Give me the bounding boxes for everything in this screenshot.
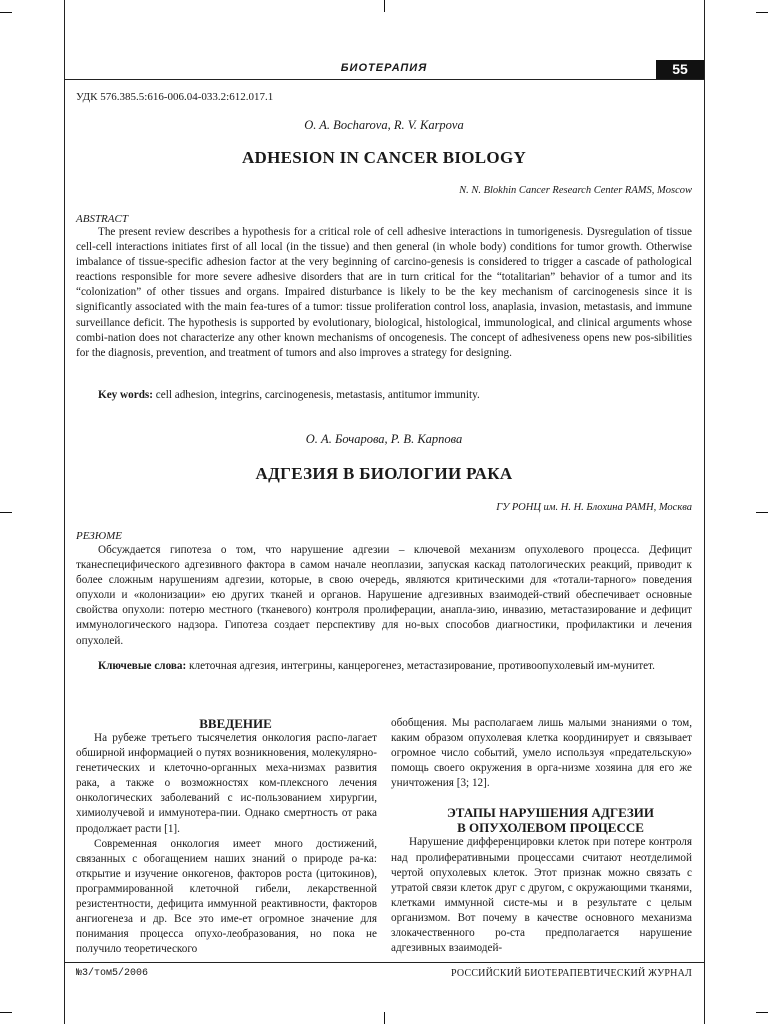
english-affiliation: N. N. Blokhin Cancer Research Center RAMS, Moscow [459,185,692,196]
keywords-text: cell adhesion, integrins, carcinogenesis, metastasis, antitumor immunity. [155,389,480,401]
english-authors: O. A. Bocharova, R. V. Karpova [304,118,464,132]
journal-name: РОССИЙСКИЙ БИОТЕРАПЕВТИЧЕСКИЙ ЖУРНАЛ [451,968,692,979]
resume-label: РЕЗЮМЕ [76,530,122,542]
body-column-right [391,716,692,956]
abstract-label: ABSTRACT [76,213,128,225]
english-abstract: The present review describes a hypothesis for a critical role of cell adhesive interactions in tumorigenesis. Dysregulation of tissue cell-cell interactions initiates first of all local (in the tissue) and then general (in whole body) conditions for tumor growth. Otherwise imbalance of tissue-specific adhesion factor at the very beginning of carcino-genesis is considered to trigger a cascade of pathological reactions responsible for more severe adhesive disorders that are in turn critical for the “totalitarian” behavior of a tumor and its “colonization” of other tissues and organs. Impaired disturbance is likely to be the key mechanism of carcinogenesis since it is significantly associated with the main fea-tures of a tumor: tissue proliferation control loss, anaplasia, invasion, metastasis, and immune surveillance deficit. The hypothesis is supported by evolutionary, biological, histological, immunological, and clinical arguments whose combi-nation does not characterize any other known mechanisms of oncogenesis. The concept of adhesiveness opens new pos-sibilities for the diagnosis, prevention, and treatment of tumors and also improves a strategy for designing. [76,226,692,359]
journal-section-title: БИОТЕРАПИЯ [340,62,428,74]
page-number: 55 [656,60,704,79]
right-paragraph-1: обобщения. Мы располагаем лишь малыми знаниями о том, каким образом опухолевая клетка координирует и связывает огромное число событий, умело используя «предательскую» помощь своего окружения в орга-низме хозяина для его же уничтожения [3; 12]. [391,717,692,790]
footer-rule [64,962,704,963]
english-title: ADHESION IN CANCER BIOLOGY [241,148,527,167]
russian-affiliation: ГУ РОНЦ им. Н. Н. Блохина РАМН, Москва [496,502,692,513]
crop-mark-left [0,512,12,513]
right-margin-line [704,0,705,1024]
intro-paragraph-2: Современная онкология имеет много достижений, связанных с обогащением наших знаний о природе ра-ка: открытие и изучение онкогенов, факторов роста (цитокинов), программированной клеточной гибели, лекарственной резистентности, дефицита иммунной реактивности, факторов ангиогенеза и др. Все это име-ет огромное значение для понимания процесса опухо-леобразования, но пока не получило теоретического [76,837,377,956]
right-paragraph-2: Нарушение дифференцировки клеток при потере контроля над пролиферативными процессами считают неотделимой чертой опухолевых клеток. Этот признак можно связать с утратой связи клеток друг с другом, с окружающими тканями, клетками иммунной систе-мы и в результате с целым организмом. Вот почему в качестве основного механизма злокачественного ро-ста предполагается нарушение адгезивных взаимодей- [391,836,692,955]
crop-mark-corner-bl [0,1012,12,1013]
running-header [64,60,704,79]
intro-paragraph-1: На рубеже третьего тысячелетия онкология распо-лагает обширной информацией о путях возникновения, молекулярно-генетических и клеточно-органных меха-низмах развития рака, а также о возможностях ком-плексного лечения онкологических заболеваний с ис-пользованием хирургии, химиолучевой и иммунотера-пии. Однако смертность от рака продолжает расти [1]. [76,732,377,835]
keywords-label: Key words: [98,389,153,401]
english-keywords [76,388,692,403]
keywords-label-ru: Ключевые слова: [98,660,187,672]
russian-keywords [76,659,692,674]
crop-mark-corner-br [756,1012,768,1013]
russian-abstract: Обсуждается гипотеза о том, что нарушение адгезии – ключевой механизм опухолевого процесса. Дефицит тканеспецифического адгезивного фактора в самом начале неоплазии, запуская каскад патологических реакций, приводит к более сложным нарушениям адгезии, которые, в свою очередь, являются критическими для «тотали-тарного» поведения опухоли и «колонизации» ею других тканей и органов. Нарушение адгезивных взаимодей-ствий обеспечивает основные свойства опухоли: потерю местного (тканевого) контроля пролиферации, анапла-зию, инвазию, метастазирование и дефицит иммунологического надзора. Гипотеза создает перспективу для но-вых способов диагностики, профилактики и лечения опухолей. [76,544,692,647]
russian-authors: О. А. Бочарова, Р. В. Карпова [305,432,463,446]
keywords-text-ru: клеточная адгезия, интегрины, канцерогенез, метастазирование, противоопухолевый им-мунитет. [189,660,655,672]
russian-title: АДГЕЗИЯ В БИОЛОГИИ РАКА [255,464,513,483]
issue-info: №3/том5/2006 [76,968,149,979]
crop-mark-corner-tr [756,12,768,13]
stages-heading-line1: ЭТАПЫ НАРУШЕНИЯ АДГЕЗИИ [446,805,655,821]
body-column-left [76,716,377,957]
stages-heading-line2: В ОПУХОЛЕВОМ ПРОЦЕССЕ [457,820,644,836]
udc-code: УДК 576.385.5:616-006.04-033.2:612.017.1 [76,91,274,103]
crop-mark-top [384,0,385,12]
header-rule [64,79,704,80]
crop-mark-corner-tl [0,12,12,13]
crop-mark-right [756,512,768,513]
crop-mark-bottom [384,1012,385,1024]
intro-heading: ВВЕДЕНИЕ [199,716,272,731]
